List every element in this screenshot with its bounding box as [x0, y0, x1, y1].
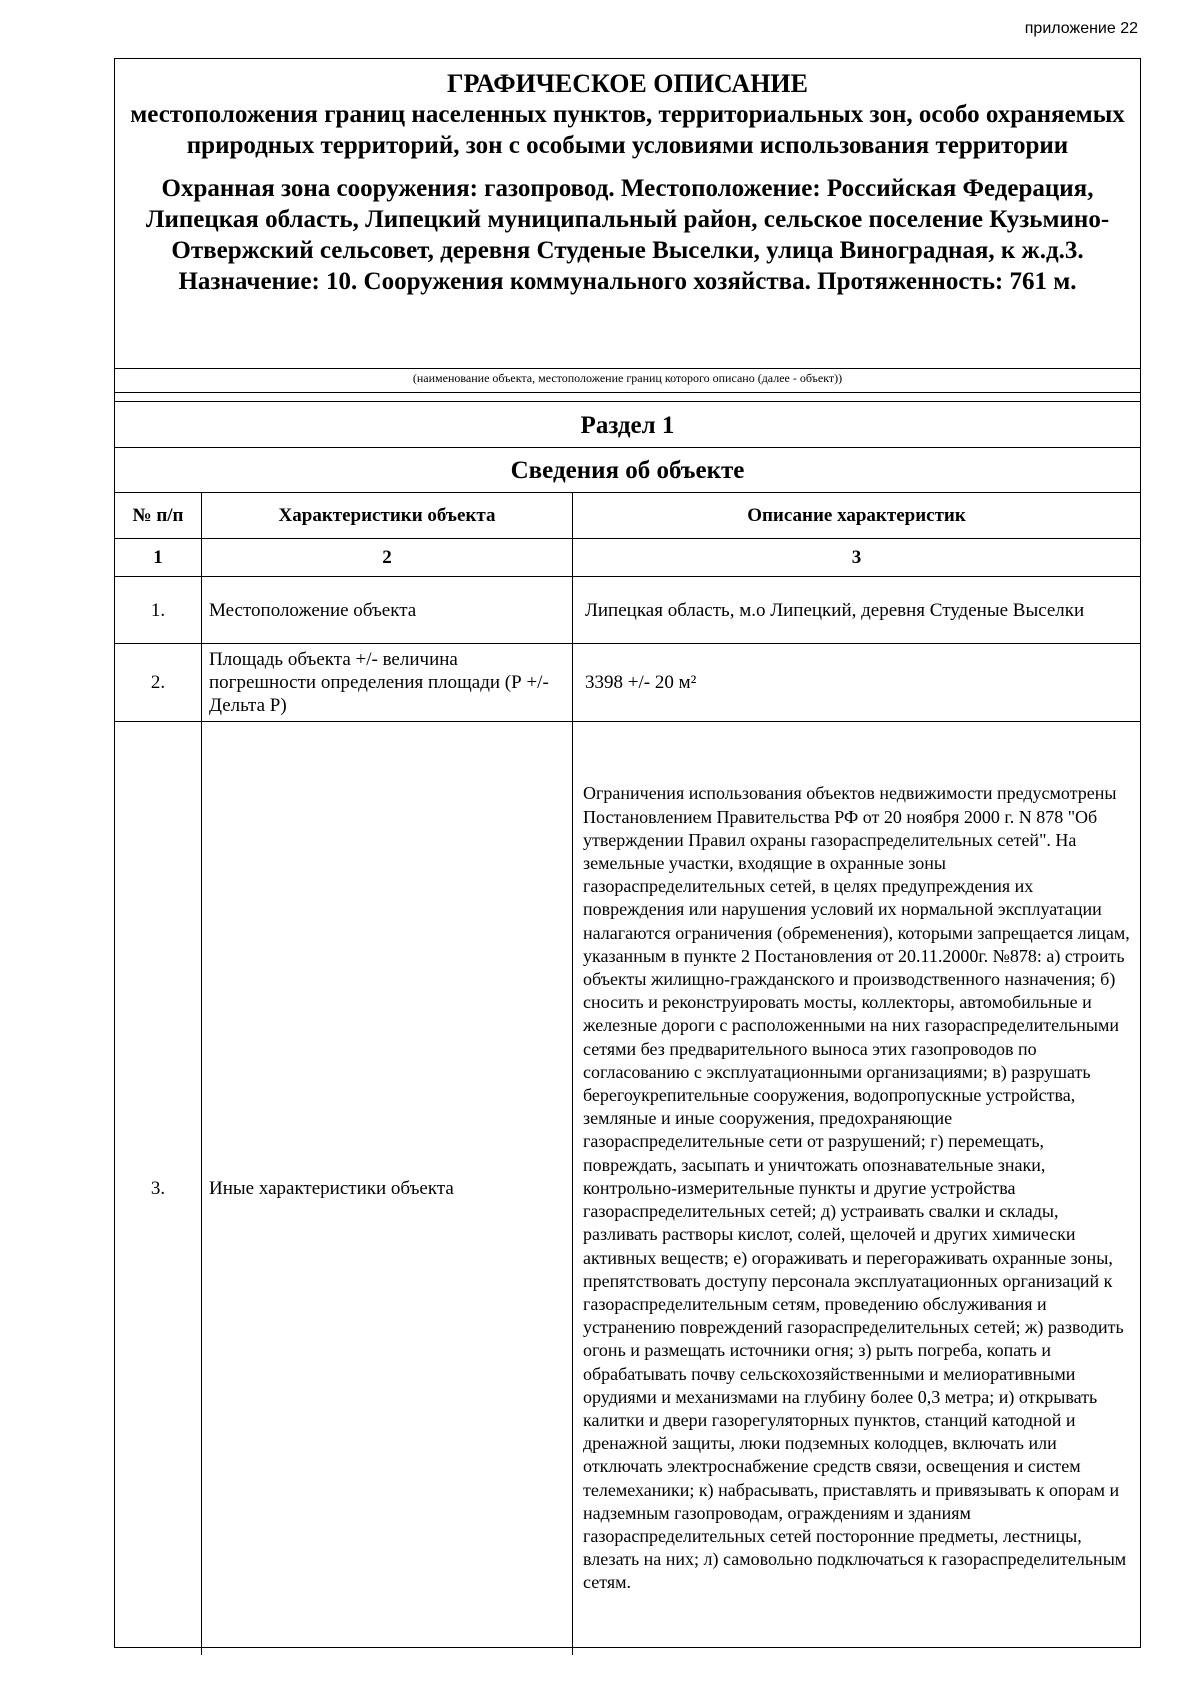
- table-row: [115, 577, 1140, 644]
- row-number: 1.: [115, 577, 202, 644]
- row-description: 3398 +/- 20 м²: [573, 644, 1141, 722]
- row-number: 3.: [115, 722, 202, 1656]
- table-row: [115, 644, 1140, 722]
- row-number: 2.: [115, 644, 202, 722]
- appendix-label: приложение 22: [1024, 20, 1138, 37]
- object-caption: (наименование объекта, местоположение границ которого описано (далее - объект)): [115, 369, 1140, 393]
- column-header-characteristic: Характеристики объекта: [202, 493, 573, 539]
- table-header-row: [115, 493, 1140, 539]
- object-info-table: [115, 493, 1140, 1655]
- document-header: [115, 59, 1140, 369]
- row-characteristic: Площадь объекта +/- величина погрешности определения площади (Р +/- Дельта Р): [202, 644, 573, 722]
- section-title: Раздел 1: [115, 401, 1140, 448]
- row-description: Липецкая область, м.о Липецкий, деревня Студеные Выселки: [573, 577, 1141, 644]
- column-number: 3: [573, 539, 1141, 577]
- object-name: Охранная зона сооружения: газопровод. Местоположение: Российская Федерация, Липецкая область, Липецкий муниципальный район, сельское поселение Кузьмино-Отвержский сельсовет, деревня Студеные Выселки, улица Виноградная, к ж.д.3. Назначение: 10. Сооружения коммунального хозяйства. Протяженность: 761 м.: [145, 175, 1110, 295]
- column-numbers-row: [115, 539, 1140, 577]
- section-subtitle: Сведения об объекте: [115, 448, 1140, 493]
- column-number: 2: [202, 539, 573, 577]
- document-title: ГРАФИЧЕСКОЕ ОПИСАНИЕ: [447, 69, 808, 98]
- column-header-description: Описание характеристик: [573, 493, 1141, 539]
- document-subtitle: местоположения границ населенных пунктов, территориальных зон, особо охраняемых природных территорий, зон с особыми условиями использования территории: [130, 101, 1125, 159]
- document-frame: [114, 58, 1141, 1648]
- row-characteristic: Иные характеристики объекта: [202, 722, 573, 1656]
- column-number: 1: [115, 539, 202, 577]
- row-characteristic: Местоположение объекта: [202, 577, 573, 644]
- row-description: Ограничения использования объектов недвижимости предусмотрены Постановлением Правительства РФ от 20 ноября 2000 г. N 878 "Об утверждении Правил охраны газораспределительных сетей". На земельные участки, входящие в охранные зоны газораспределительных сетей, в целях предупреждения их повреждения или нарушения условий их нормальной эксплуатации налагаются ограничения (обременения), которыми запрещается лицам, указанным в пункте 2 Постановления от 20.11.2000г. №878: а) строить объекты жилищно-гражданского и производственного назначения; б) сносить и реконструировать мосты, коллекторы, автомобильные и железные дороги с расположенными на них газораспределительными сетями без предварительного выноса этих газопроводов по согласованию с эксплуатационными организациями; в) разрушать берегоукрепительные сооружения, водопропускные устройства, земляные и иные сооружения, предохраняющие газораспределительные сети от разрушений; г) перемещать, повреждать, засыпать и уничтожать опознавательные знаки, контрольно-измерительные пункты и другие устройства газораспределительных сетей; д) устраивать свалки и склады, разливать растворы кислот, солей, щелочей и других химически активных веществ; е) огораживать и перегораживать охранные зоны, препятствовать доступу персонала эксплуатационных организаций к газораспределительным сетям, проведению обслуживания и устранению повреждений газораспределительных сетей; ж) разводить огонь и размещать источники огня; з) рыть погреба, копать и обрабатывать почву сельскохозяйственными и мелиоративными орудиями и механизмами на глубину более 0,3 метра; и) открывать калитки и двери газорегуляторных пунктов, станций катодной и дренажной защиты, люки подземных колодцев, включать или отключать электроснабжение средств связи, освещения и систем телемеханики; к) набрасывать, приставлять и привязывать к опорам и надземным газопроводам, ограждениям и зданиям газораспределительных сетей посторонние предметы, лестницы, влезать на них; л) самовольно подключаться к газораспределительным сетям.: [573, 722, 1141, 1656]
- table-row: [115, 722, 1140, 1656]
- column-header-number: № п/п: [115, 493, 202, 539]
